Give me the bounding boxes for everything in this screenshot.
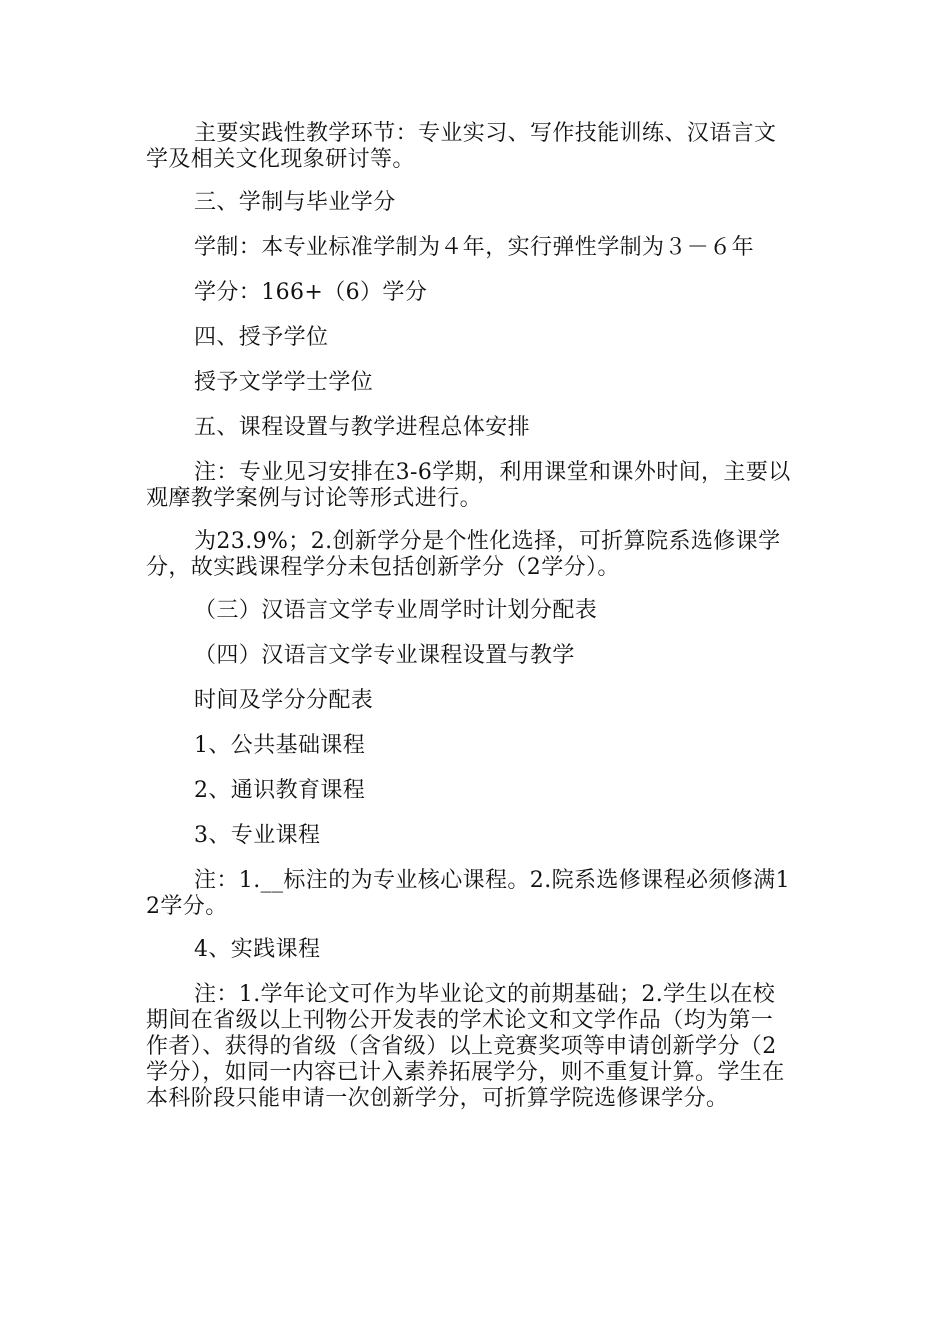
paragraph-innovation-credit: 为23.9%；2.创新学分是个性化选择，可折算院系选修课学分，故实践课程学分未包括创新学分（2学分）。 [146,529,781,580]
heading-major-courses: 3、专业课程 [194,823,321,848]
heading-public-courses: 1、公共基础课程 [194,733,366,758]
heading-general-courses: 2、通识教育课程 [194,778,366,803]
document-body [146,121,794,1112]
heading-practice-courses: 4、实践课程 [194,937,321,962]
note-core-courses: 注：1.__标注的为专业核心课程。2.院系选修课程必须修满12学分。 [146,868,790,919]
note-thesis-innovation: 注：1.学年论文可作为毕业论文的前期基础；2.学生以在校期间在省级以上刊物公开发表的学术论文和文学作品（均为第一作者）、获得的省级（含省级）以上竞赛奖项等申请创新学分（2学分），如同一内容已计入素养拓展学分，则不重复计算。学生在本科阶段只能申请一次创新学分，可折算学院选修课学分。 [146,982,785,1111]
paragraph-credits: 学分：166+（6）学分 [194,280,428,305]
paragraph-degree: 授予文学学士学位 [194,370,374,395]
heading-curriculum: 五、课程设置与教学进程总体安排 [194,415,531,440]
paragraph-study-duration: 学制：本专业标准学制为４年，实行弹性学制为３－６年 [194,235,755,260]
heading-time-credit-table: 时间及学分分配表 [194,688,374,713]
heading-weekly-hours-table: （三）汉语言文学专业周学时计划分配表 [194,598,598,623]
heading-duration-credits: 三、学制与毕业学分 [194,190,396,215]
heading-course-table: （四）汉语言文学专业课程设置与教学 [194,643,575,668]
paragraph-practice-links: 主要实践性教学环节：专业实习、写作技能训练、汉语言文学及相关文化现象研讨等。 [146,121,777,172]
heading-degree: 四、授予学位 [194,325,329,350]
note-observation: 注：专业见习安排在3-6学期，利用课堂和课外时间，主要以观摩教学案例与讨论等形式进行。 [146,460,791,511]
